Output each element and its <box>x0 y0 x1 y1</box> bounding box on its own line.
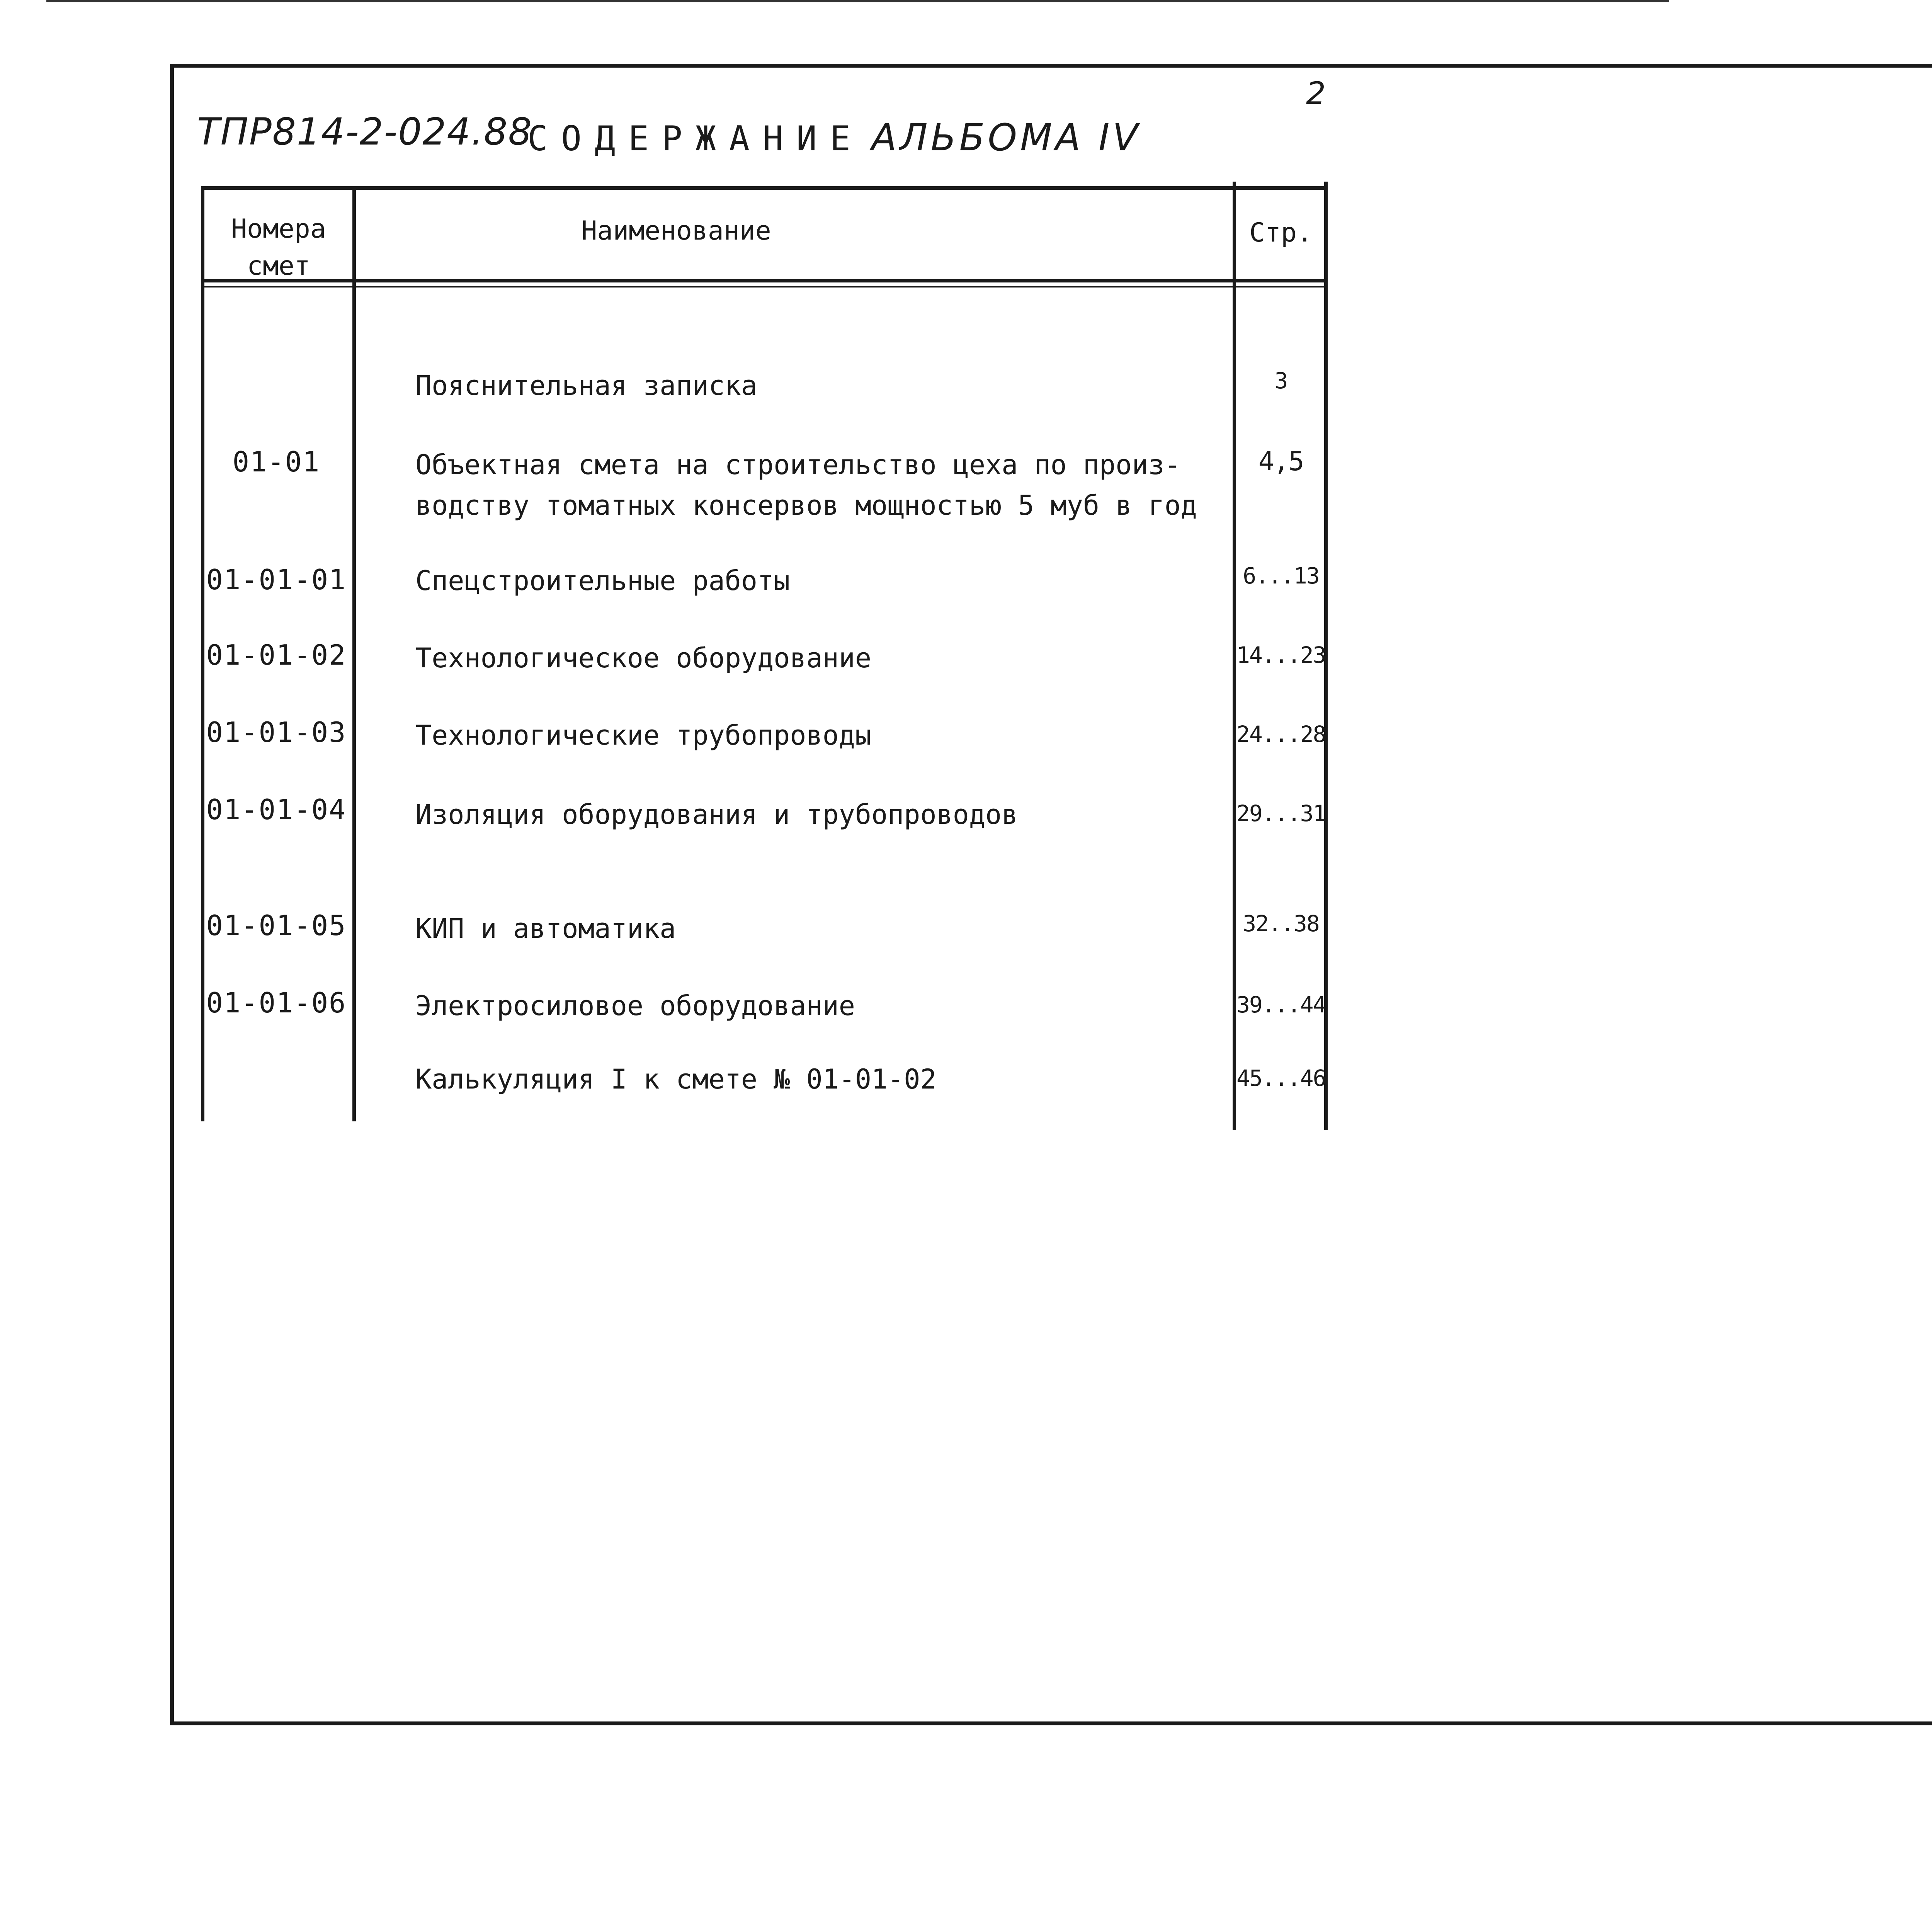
table-header-divider <box>201 279 1327 282</box>
table-border-top <box>201 186 1327 190</box>
row-name-continuation: водству томатных консервов мощностью 5 муб в год <box>415 490 1197 521</box>
title-contents: СОДЕРЖАНИЕ <box>527 119 864 158</box>
row-page: 4,5 <box>1258 446 1304 477</box>
title-album: АЛЬБОМА IV <box>871 116 1141 159</box>
row-code: 01-01-03 <box>206 716 347 748</box>
row-page: 32..38 <box>1243 910 1319 937</box>
row-code: 01-01 <box>232 446 320 478</box>
document-code: ТПР814-2-024.88 <box>197 110 533 153</box>
row-page: 3 <box>1274 367 1287 394</box>
table-column-divider-1 <box>352 186 356 1121</box>
column-header-code <box>205 211 352 285</box>
column-header-code-line2: смет <box>247 251 310 281</box>
row-name: Объектная смета на строительство цеха по произ- <box>415 449 1181 481</box>
column-header-name: Наименование <box>581 216 771 246</box>
table-column-divider-2 <box>1233 182 1236 1130</box>
row-code: 01-01-06 <box>206 987 347 1019</box>
row-name: Электросиловое оборудование <box>415 990 855 1022</box>
row-name: Технологические трубопроводы <box>415 720 872 751</box>
row-code: 01-01-01 <box>206 563 347 596</box>
page-number: 2 <box>1306 75 1326 111</box>
document-title <box>527 116 1141 159</box>
table-header-divider-thin <box>201 286 1327 287</box>
row-name: Пояснительная записка <box>415 370 758 401</box>
row-code: 01-01-02 <box>206 639 347 671</box>
row-name: КИП и автоматика <box>415 913 676 944</box>
row-name: Калькуляция I к смете № 01-01-02 <box>415 1063 937 1095</box>
row-code: 01-01-04 <box>206 793 347 826</box>
row-page: 6...13 <box>1243 563 1319 589</box>
row-name: Изоляция оборудования и трубопроводов <box>415 799 1018 830</box>
row-page: 14...23 <box>1236 642 1326 668</box>
row-page: 45...46 <box>1236 1065 1326 1091</box>
row-page: 29...31 <box>1236 800 1326 827</box>
drawing-frame <box>170 64 1932 1725</box>
scan-edge-line-top <box>46 0 1669 2</box>
row-name: Технологическое оборудование <box>415 642 872 674</box>
column-header-page: Стр. <box>1249 218 1313 248</box>
row-page: 24...28 <box>1236 721 1326 747</box>
row-page: 39...44 <box>1236 992 1326 1018</box>
row-name: Спецстроительные работы <box>415 565 790 597</box>
column-header-code-line1: Номера <box>231 214 326 244</box>
row-code: 01-01-05 <box>206 909 347 942</box>
